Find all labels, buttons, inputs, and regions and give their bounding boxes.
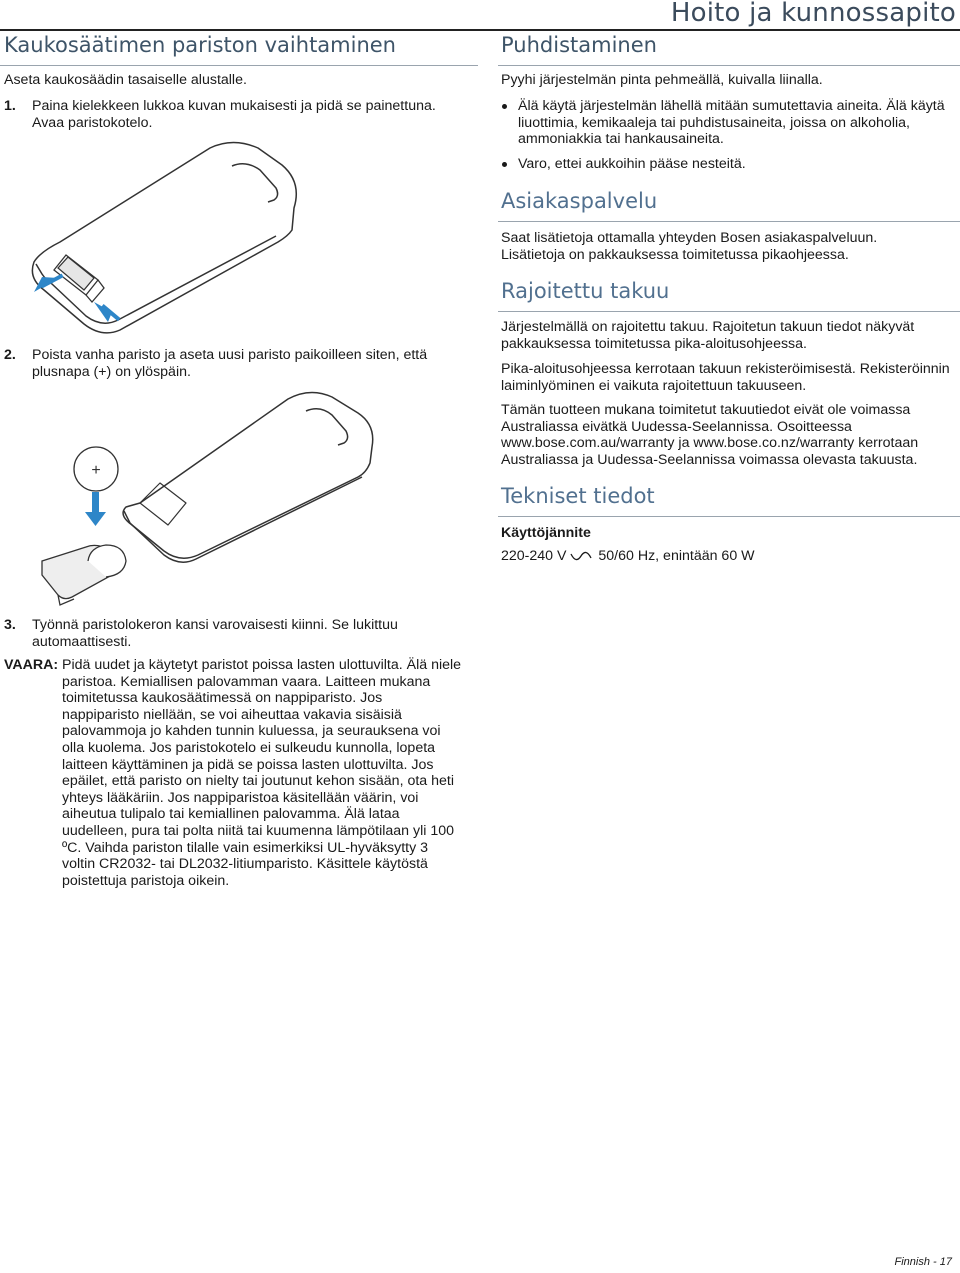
support-section-rule [498, 221, 960, 222]
list-item: Varo, ettei aukkoihin pääse nesteitä. [501, 156, 953, 173]
remote-open-illustration [20, 140, 310, 350]
voltage-value: 220-240 V [501, 548, 567, 564]
battery-tray [42, 545, 126, 605]
ac-wave-icon [570, 550, 592, 562]
frequency-power-value: 50/60 Hz, enintään 60 W [598, 548, 755, 564]
cleaning-intro: Pyyhi järjestelmän pinta pehmeällä, kuivalla liinalla. [501, 72, 823, 88]
warranty-paragraph: Tämän tuotteen mukana toimitetut takuutiedot eivät ole voimassa Australiassa eivätkä Uudessa-Seelannissa. Osoitteessa www.bose.com.au/warranty ja www.bose.co.nz/warranty kerrotaan Australiassa ja Uudessa-Seelannissa voimassa olevasta takuusta. [501, 402, 919, 468]
support-section-title: Asiakaspalvelu [501, 189, 658, 213]
cleaning-bullets [501, 98, 953, 172]
list-item: Älä käytä järjestelmän lähellä mitään sumutettavia aineita. Älä käytä liuottimia, kemikaaleja tai puhdistusaineita, joissa on alkoholia, ammoniakkia tai hankausaineita. [501, 98, 953, 148]
page-number: Finnish - 17 [894, 1256, 952, 1268]
remote-body-1 [32, 143, 296, 333]
specs-section-title: Tekniset tiedot [501, 484, 655, 508]
battery-plus-label: + [91, 462, 101, 479]
support-text: Saat lisätietoja ottamalla yhteyden Bosen asiakaspalveluun. Lisätietoja on pakkauksessa toimitetussa pikaohjeessa. [501, 230, 878, 263]
warning-label: VAARA: [4, 657, 59, 673]
battery-intro: Aseta kaukosäädin tasaiselle alustalle. [4, 72, 247, 88]
warranty-paragraph: Pika-aloitusohjeessa kerrotaan takuun rekisteröimisestä. Rekisteröinnin laiminlyöminen ei vaikuta rajoitettuun takuuseen. [501, 361, 950, 394]
battery-section-title: Kaukosäätimen pariston vaihtaminen [4, 33, 396, 57]
battery-step-1 [4, 98, 444, 131]
cleaning-section-rule [498, 65, 960, 66]
step-text: Työnnä paristolokeron kansi varovaisesti kiinni. Se lukittuu automaattisesti. [32, 617, 398, 650]
arrow-down-icon [85, 492, 106, 526]
step-text: Paina kielekkeen lukkoa kuvan mukaisesti ja pidä se painettuna. Avaa paristokotelo. [32, 98, 436, 131]
specs-section-rule [498, 516, 960, 517]
step-number: 1. [4, 98, 16, 114]
battery-step-3 [4, 617, 444, 650]
header-divider [0, 29, 960, 31]
warranty-section-rule [498, 311, 960, 312]
step-text: Poista vanha paristo ja aseta uusi paristo paikoilleen siten, että plusnapa (+) on ylöspäin. [32, 347, 428, 380]
specs-subtitle: Käyttöjännite [501, 525, 591, 541]
warranty-paragraph: Järjestelmällä on rajoitettu takuu. Rajoitetun takuun tiedot näkyvät pakkauksessa toimitetussa pika-aloitusohjeessa. [501, 319, 915, 352]
cleaning-section-title: Puhdistaminen [501, 33, 657, 57]
page-header-title: Hoito ja kunnossapito [670, 0, 956, 28]
remote-body-2 [123, 392, 373, 562]
battery-section-rule [0, 65, 478, 66]
warranty-section-title: Rajoitettu takuu [501, 279, 670, 303]
coin-battery [74, 447, 118, 491]
step-number: 2. [4, 347, 16, 363]
battery-step-2 [4, 347, 444, 380]
battery-warning [4, 657, 474, 889]
battery-insertion-illustration [20, 385, 420, 610]
warning-text: Pidä uudet ja käytetyt paristot poissa lasten ulottuvilta. Älä niele paristoa. Kemiallisen palovamman vaara. Laitteen mukana toimitetussa kaukosäätimessä on nappiparisto. Jos nappiparisto niellään, se voi aiheuttaa vakavia sisäisiä palovammoja jo kahden tunnin kuluessa, ja seurauksena voi olla kuolema. Jos paristokotelo ei sulkeudu kunnolla, lopeta laitteen käyttäminen ja pidä se poissa lasten ulottuvilta. Jos epäilet, että paristo on nielty tai joutunut kehon sisään, ota heti yhteys lääkäriin. Jos nappiparistoa käsitellään väärin, voi aiheutua tulipalo tai kemiallinen palovamma. Älä lataa uudelleen, pura tai polta niitä tai kuumenna lämpötilaan yli 100 ºC. Vaihda pariston tilalle vain esimerkiksi UL-hyväksytty 3 voltin CR2032- tai DL2032-litiumparisto. Käsittele käytöstä poistettuja paristoja oikein. [62, 657, 462, 889]
specs-voltage-line [501, 548, 755, 565]
battery-tab-1 [54, 255, 104, 302]
step-number: 3. [4, 617, 16, 633]
